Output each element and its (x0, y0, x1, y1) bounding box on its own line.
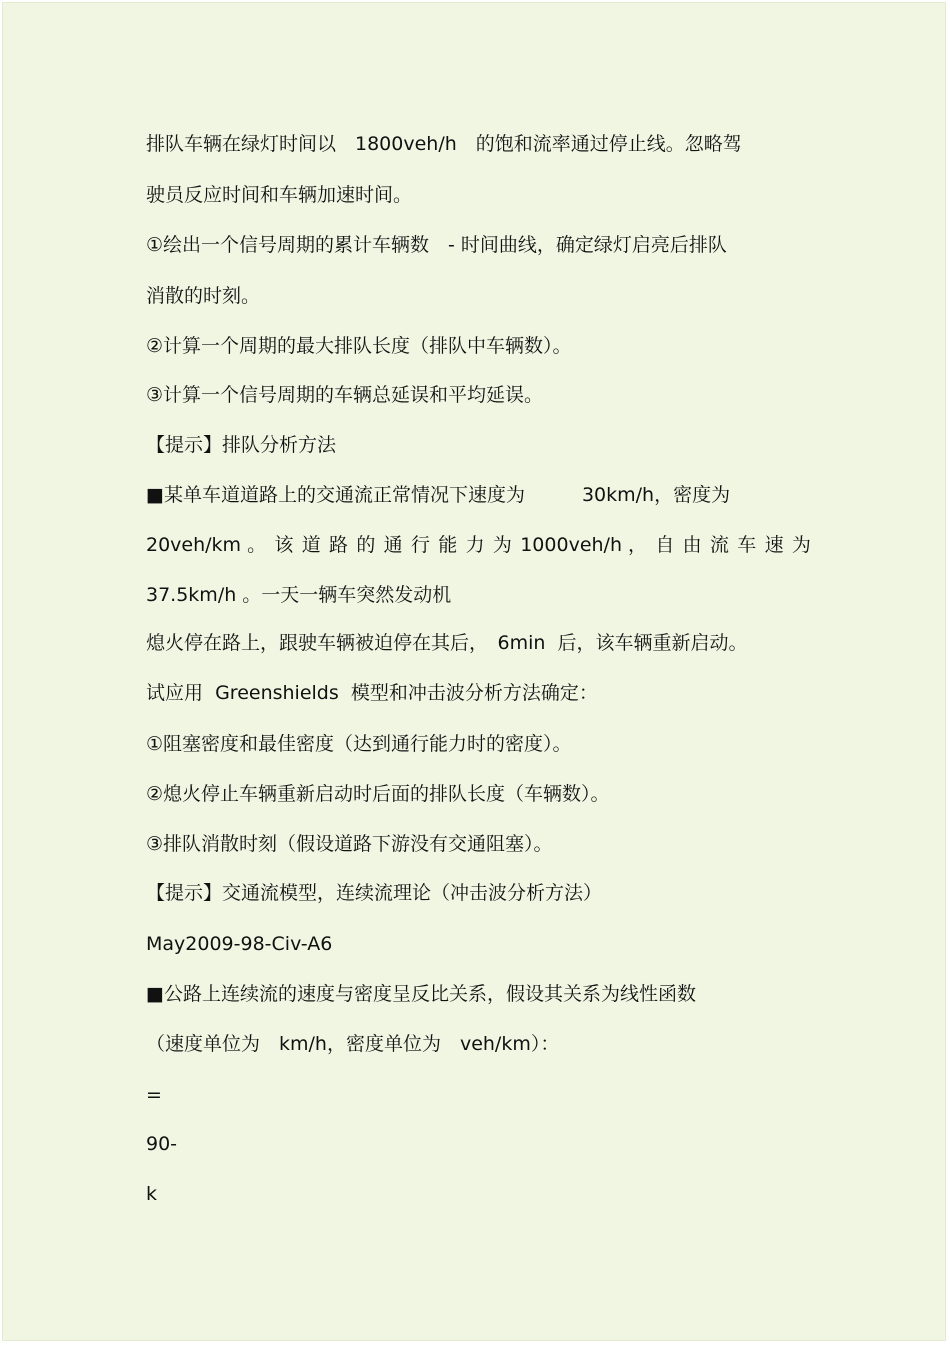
justified-part: 的 (356, 534, 376, 556)
document-page (2, 2, 946, 1341)
hint-line-1: 【提示】排队分析方法 (146, 434, 337, 456)
justified-part: 1000veh/h ， (520, 534, 648, 556)
justified-part: 为 (492, 534, 512, 556)
text-line-6: ③计算一个信号周期的车辆总延误和平均延误。 (146, 384, 544, 406)
formula-constant: 90- (146, 1133, 178, 1155)
text-line-3: ①绘出一个信号周期的累计车辆数 - 时间曲线，确定绿灯启亮后排队 (146, 234, 727, 256)
text-line-5: ②计算一个周期的最大排队长度（排队中车辆数）。 (146, 335, 572, 357)
justified-part: 该 (274, 534, 294, 556)
justified-part: 路 (329, 534, 349, 556)
justified-part: 自 (655, 534, 675, 556)
problem-3-intro: ■公路上连续流的速度与密度呈反比关系，假设其关系为线性函数 (146, 983, 696, 1005)
text-line-2: 驶员反应时间和车辆加速时间。 (146, 184, 413, 206)
justified-part: 道 (301, 534, 321, 556)
justified-part: 通 (383, 534, 403, 556)
justified-part: 车 (737, 534, 757, 556)
formula-equals: = (146, 1084, 162, 1106)
justified-part: 流 (709, 534, 729, 556)
justified-part: 速 (764, 534, 784, 556)
formula-variable: k (146, 1183, 158, 1205)
text-line-10: 37.5km/h 。一天一辆车突然发动机 (146, 584, 452, 606)
text-line-15: ③排队消散时刻（假设道路下游没有交通阻塞）。 (146, 833, 553, 855)
text-line-4: 消散的时刻。 (146, 285, 261, 307)
exam-code: May2009-98-Civ-A6 (146, 933, 333, 955)
justified-part: 行 (410, 534, 430, 556)
justified-part: 为 (791, 534, 811, 556)
justified-part: 20veh/km 。 (146, 534, 267, 556)
unit-note: （速度单位为 km/h，密度单位为 veh/km）： (146, 1033, 560, 1055)
text-line-12: 试应用 Greenshields 模型和冲击波分析方法确定： (146, 682, 598, 704)
justified-capacity-line (146, 532, 811, 558)
text-line-11: 熄火停在路上，跟驶车辆被迫停在其后， 6min 后，该车辆重新启动。 (146, 632, 748, 654)
text-line-1: 排队车辆在绿灯时间以 1800veh/h 的饱和流率通过停止线。忽略驾 (146, 133, 742, 155)
problem-2-intro: ■某单车道道路上的交通流正常情况下速度为 30km/h，密度为 (146, 484, 731, 506)
text-line-14: ②熄火停止车辆重新启动时后面的排队长度（车辆数）。 (146, 783, 610, 805)
text-line-13: ①阻塞密度和最佳密度（达到通行能力时的密度）。 (146, 733, 572, 755)
justified-part: 由 (682, 534, 702, 556)
hint-line-2: 【提示】交通流模型，连续流理论（冲击波分析方法） (146, 882, 603, 904)
justified-part: 力 (465, 534, 485, 556)
justified-part: 能 (438, 534, 458, 556)
